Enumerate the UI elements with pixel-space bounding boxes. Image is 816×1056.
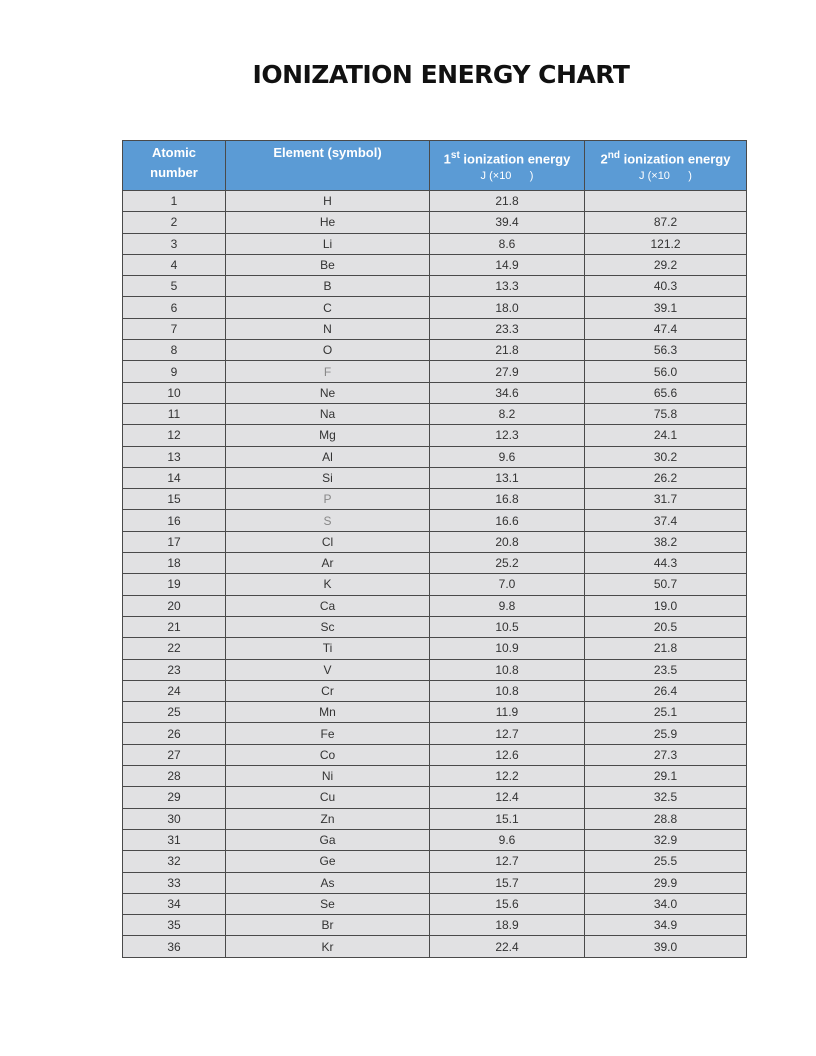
second-ionization-cell: 20.5 bbox=[585, 616, 747, 637]
element-symbol-cell: Si bbox=[226, 467, 430, 488]
first-ionization-cell: 9.6 bbox=[430, 446, 585, 467]
first-ionization-cell: 21.8 bbox=[430, 340, 585, 361]
first-ionization-cell: 13.3 bbox=[430, 276, 585, 297]
atomic-number-cell: 14 bbox=[123, 467, 226, 488]
second-ionization-cell: 25.9 bbox=[585, 723, 747, 744]
element-symbol-cell: Cr bbox=[226, 680, 430, 701]
atomic-number-cell: 29 bbox=[123, 787, 226, 808]
element-symbol-cell: Ni bbox=[226, 766, 430, 787]
first-ionization-cell: 14.9 bbox=[430, 254, 585, 275]
second-ionization-cell: 39.0 bbox=[585, 936, 747, 957]
atomic-number-cell: 3 bbox=[123, 233, 226, 254]
table-row bbox=[123, 893, 747, 914]
element-symbol-cell: Se bbox=[226, 893, 430, 914]
header-first-sup: st bbox=[450, 150, 460, 161]
first-ionization-cell: 21.8 bbox=[430, 191, 585, 212]
second-ionization-cell: 39.1 bbox=[585, 297, 747, 318]
table-row bbox=[123, 489, 747, 510]
table-row bbox=[123, 467, 747, 488]
atomic-number-cell: 4 bbox=[123, 254, 226, 275]
first-ionization-cell: 9.6 bbox=[430, 829, 585, 850]
element-symbol-cell: He bbox=[226, 212, 430, 233]
table-row bbox=[123, 276, 747, 297]
second-ionization-cell: 38.2 bbox=[585, 531, 747, 552]
atomic-number-cell: 25 bbox=[123, 702, 226, 723]
second-ionization-cell: 65.6 bbox=[585, 382, 747, 403]
second-ionization-cell: 28.8 bbox=[585, 808, 747, 829]
table-row bbox=[123, 212, 747, 233]
atomic-number-cell: 26 bbox=[123, 723, 226, 744]
first-ionization-cell: 7.0 bbox=[430, 574, 585, 595]
header-second-unit: J (×10 ) bbox=[639, 170, 692, 183]
element-symbol-cell: Cu bbox=[226, 787, 430, 808]
atomic-number-cell: 5 bbox=[123, 276, 226, 297]
table-row bbox=[123, 872, 747, 893]
table-row bbox=[123, 382, 747, 403]
second-ionization-cell: 37.4 bbox=[585, 510, 747, 531]
atomic-number-cell: 6 bbox=[123, 297, 226, 318]
first-ionization-cell: 16.8 bbox=[430, 489, 585, 510]
second-ionization-cell: 19.0 bbox=[585, 595, 747, 616]
element-symbol-cell: Mn bbox=[226, 702, 430, 723]
first-ionization-cell: 12.3 bbox=[430, 425, 585, 446]
element-symbol-cell: Na bbox=[226, 403, 430, 424]
table-row bbox=[123, 233, 747, 254]
first-ionization-cell: 10.5 bbox=[430, 616, 585, 637]
atomic-number-cell: 33 bbox=[123, 872, 226, 893]
second-ionization-cell: 21.8 bbox=[585, 638, 747, 659]
element-symbol-cell: C bbox=[226, 297, 430, 318]
second-ionization-cell: 30.2 bbox=[585, 446, 747, 467]
second-ionization-cell bbox=[585, 191, 747, 212]
second-ionization-cell: 75.8 bbox=[585, 403, 747, 424]
table-row bbox=[123, 425, 747, 446]
atomic-number-cell: 11 bbox=[123, 403, 226, 424]
atomic-number-cell: 27 bbox=[123, 744, 226, 765]
second-ionization-cell: 87.2 bbox=[585, 212, 747, 233]
first-ionization-cell: 8.2 bbox=[430, 403, 585, 424]
element-symbol-cell: K bbox=[226, 574, 430, 595]
second-ionization-cell: 50.7 bbox=[585, 574, 747, 595]
table-row bbox=[123, 659, 747, 680]
table-row bbox=[123, 723, 747, 744]
table-row bbox=[123, 680, 747, 701]
second-ionization-cell: 24.1 bbox=[585, 425, 747, 446]
element-symbol-cell: N bbox=[226, 318, 430, 339]
element-symbol-cell: P bbox=[226, 489, 430, 510]
page-title: IONIZATION ENERGY CHART bbox=[252, 60, 630, 89]
table-row bbox=[123, 829, 747, 850]
element-symbol-cell: Cl bbox=[226, 531, 430, 552]
element-symbol-cell: Ti bbox=[226, 638, 430, 659]
header-first-ionization bbox=[430, 141, 585, 191]
first-ionization-cell: 23.3 bbox=[430, 318, 585, 339]
table-row bbox=[123, 744, 747, 765]
element-symbol-cell: Fe bbox=[226, 723, 430, 744]
first-ionization-cell: 13.1 bbox=[430, 467, 585, 488]
header-atomic-number-label: Atomic number bbox=[150, 145, 198, 180]
second-ionization-cell: 32.5 bbox=[585, 787, 747, 808]
second-ionization-cell: 56.3 bbox=[585, 340, 747, 361]
table-row bbox=[123, 787, 747, 808]
first-ionization-cell: 25.2 bbox=[430, 553, 585, 574]
second-ionization-cell: 27.3 bbox=[585, 744, 747, 765]
header-first-label: ionization energy bbox=[459, 151, 571, 167]
header-second-ionization bbox=[585, 141, 747, 191]
element-symbol-cell: Ge bbox=[226, 851, 430, 872]
atomic-number-cell: 17 bbox=[123, 531, 226, 552]
table-row bbox=[123, 595, 747, 616]
table-row bbox=[123, 574, 747, 595]
second-ionization-cell: 34.9 bbox=[585, 915, 747, 936]
first-ionization-cell: 11.9 bbox=[430, 702, 585, 723]
atomic-number-cell: 30 bbox=[123, 808, 226, 829]
second-ionization-cell: 26.4 bbox=[585, 680, 747, 701]
element-symbol-cell: V bbox=[226, 659, 430, 680]
element-symbol-cell: Ca bbox=[226, 595, 430, 616]
first-ionization-cell: 10.8 bbox=[430, 659, 585, 680]
atomic-number-cell: 8 bbox=[123, 340, 226, 361]
second-ionization-cell: 121.2 bbox=[585, 233, 747, 254]
table-row bbox=[123, 553, 747, 574]
element-symbol-cell: Li bbox=[226, 233, 430, 254]
second-ionization-cell: 34.0 bbox=[585, 893, 747, 914]
element-symbol-cell: Sc bbox=[226, 616, 430, 637]
atomic-number-cell: 9 bbox=[123, 361, 226, 382]
second-ionization-cell: 47.4 bbox=[585, 318, 747, 339]
atomic-number-cell: 31 bbox=[123, 829, 226, 850]
first-ionization-cell: 18.9 bbox=[430, 915, 585, 936]
table-body bbox=[123, 191, 747, 958]
second-ionization-cell: 31.7 bbox=[585, 489, 747, 510]
table-row bbox=[123, 808, 747, 829]
ionization-energy-table bbox=[122, 140, 747, 958]
element-symbol-cell: Mg bbox=[226, 425, 430, 446]
header-second-label: ionization energy bbox=[619, 151, 731, 167]
first-ionization-cell: 12.6 bbox=[430, 744, 585, 765]
first-ionization-cell: 15.7 bbox=[430, 872, 585, 893]
second-ionization-cell: 29.1 bbox=[585, 766, 747, 787]
element-symbol-cell: Co bbox=[226, 744, 430, 765]
table-row bbox=[123, 702, 747, 723]
table-row bbox=[123, 851, 747, 872]
header-element-symbol bbox=[226, 141, 430, 191]
first-ionization-cell: 22.4 bbox=[430, 936, 585, 957]
atomic-number-cell: 23 bbox=[123, 659, 226, 680]
table-row bbox=[123, 915, 747, 936]
table-row bbox=[123, 254, 747, 275]
table-row bbox=[123, 616, 747, 637]
atomic-number-cell: 15 bbox=[123, 489, 226, 510]
element-symbol-cell: B bbox=[226, 276, 430, 297]
second-ionization-cell: 32.9 bbox=[585, 829, 747, 850]
first-ionization-cell: 34.6 bbox=[430, 382, 585, 403]
header-first-num: 1 bbox=[443, 151, 451, 167]
header-element-label: Element (symbol) bbox=[273, 145, 382, 160]
table-row bbox=[123, 766, 747, 787]
element-symbol-cell: Al bbox=[226, 446, 430, 467]
second-ionization-cell: 25.1 bbox=[585, 702, 747, 723]
second-ionization-cell: 25.5 bbox=[585, 851, 747, 872]
first-ionization-cell: 39.4 bbox=[430, 212, 585, 233]
atomic-number-cell: 19 bbox=[123, 574, 226, 595]
element-symbol-cell: Ar bbox=[226, 553, 430, 574]
first-ionization-cell: 20.8 bbox=[430, 531, 585, 552]
table-row bbox=[123, 191, 747, 212]
header-first-unit: J (×10 ) bbox=[480, 170, 534, 183]
element-symbol-cell: O bbox=[226, 340, 430, 361]
atomic-number-cell: 32 bbox=[123, 851, 226, 872]
atomic-number-cell: 13 bbox=[123, 446, 226, 467]
first-ionization-cell: 15.1 bbox=[430, 808, 585, 829]
table-row bbox=[123, 403, 747, 424]
header-second-sup: nd bbox=[607, 150, 620, 161]
first-ionization-cell: 27.9 bbox=[430, 361, 585, 382]
atomic-number-cell: 36 bbox=[123, 936, 226, 957]
header-second-num: 2 bbox=[600, 151, 608, 167]
table-row bbox=[123, 340, 747, 361]
first-ionization-cell: 18.0 bbox=[430, 297, 585, 318]
element-symbol-cell: Zn bbox=[226, 808, 430, 829]
second-ionization-cell: 40.3 bbox=[585, 276, 747, 297]
table-row bbox=[123, 361, 747, 382]
table-row bbox=[123, 446, 747, 467]
atomic-number-cell: 21 bbox=[123, 616, 226, 637]
table-row bbox=[123, 936, 747, 957]
first-ionization-cell: 10.9 bbox=[430, 638, 585, 659]
header-atomic-number bbox=[123, 141, 226, 191]
atomic-number-cell: 16 bbox=[123, 510, 226, 531]
first-ionization-cell: 9.8 bbox=[430, 595, 585, 616]
second-ionization-cell: 23.5 bbox=[585, 659, 747, 680]
atomic-number-cell: 24 bbox=[123, 680, 226, 701]
first-ionization-cell: 12.4 bbox=[430, 787, 585, 808]
first-ionization-cell: 12.7 bbox=[430, 851, 585, 872]
atomic-number-cell: 35 bbox=[123, 915, 226, 936]
element-symbol-cell: As bbox=[226, 872, 430, 893]
first-ionization-cell: 12.2 bbox=[430, 766, 585, 787]
atomic-number-cell: 22 bbox=[123, 638, 226, 659]
second-ionization-cell: 29.2 bbox=[585, 254, 747, 275]
element-symbol-cell: Br bbox=[226, 915, 430, 936]
second-ionization-cell: 44.3 bbox=[585, 553, 747, 574]
table-header-row bbox=[123, 141, 747, 191]
atomic-number-cell: 10 bbox=[123, 382, 226, 403]
first-ionization-cell: 12.7 bbox=[430, 723, 585, 744]
element-symbol-cell: S bbox=[226, 510, 430, 531]
atomic-number-cell: 2 bbox=[123, 212, 226, 233]
element-symbol-cell: Be bbox=[226, 254, 430, 275]
atomic-number-cell: 12 bbox=[123, 425, 226, 446]
first-ionization-cell: 16.6 bbox=[430, 510, 585, 531]
atomic-number-cell: 20 bbox=[123, 595, 226, 616]
element-symbol-cell: F bbox=[226, 361, 430, 382]
table-row bbox=[123, 510, 747, 531]
first-ionization-cell: 10.8 bbox=[430, 680, 585, 701]
second-ionization-cell: 29.9 bbox=[585, 872, 747, 893]
atomic-number-cell: 28 bbox=[123, 766, 226, 787]
table-row bbox=[123, 638, 747, 659]
element-symbol-cell: Ga bbox=[226, 829, 430, 850]
element-symbol-cell: H bbox=[226, 191, 430, 212]
element-symbol-cell: Kr bbox=[226, 936, 430, 957]
table-row bbox=[123, 531, 747, 552]
second-ionization-cell: 26.2 bbox=[585, 467, 747, 488]
atomic-number-cell: 7 bbox=[123, 318, 226, 339]
atomic-number-cell: 18 bbox=[123, 553, 226, 574]
first-ionization-cell: 15.6 bbox=[430, 893, 585, 914]
first-ionization-cell: 8.6 bbox=[430, 233, 585, 254]
table-row bbox=[123, 297, 747, 318]
second-ionization-cell: 56.0 bbox=[585, 361, 747, 382]
element-symbol-cell: Ne bbox=[226, 382, 430, 403]
atomic-number-cell: 34 bbox=[123, 893, 226, 914]
atomic-number-cell: 1 bbox=[123, 191, 226, 212]
table-row bbox=[123, 318, 747, 339]
